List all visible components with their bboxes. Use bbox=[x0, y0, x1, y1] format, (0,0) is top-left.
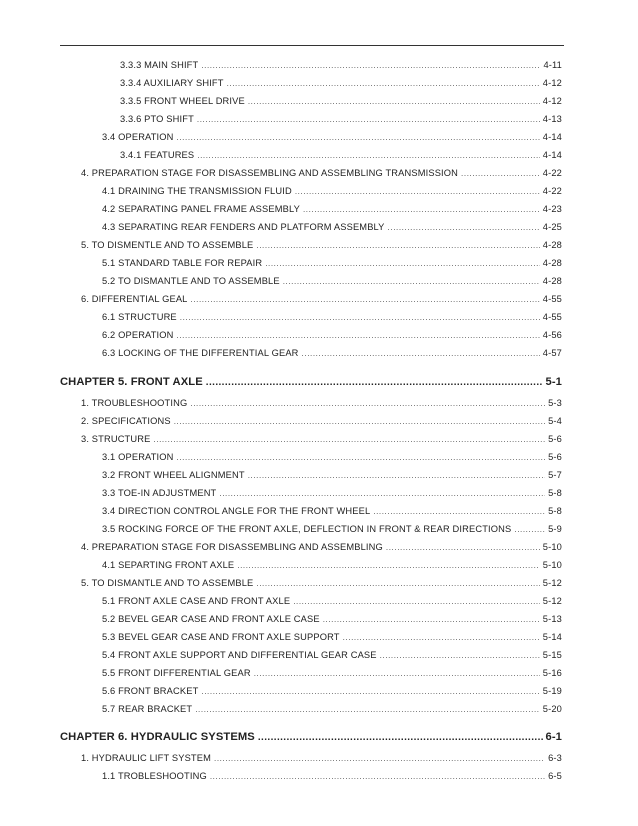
dot-leader bbox=[237, 561, 540, 570]
dot-leader bbox=[323, 615, 540, 624]
toc-entry-page: 5-14 bbox=[542, 632, 562, 642]
toc-entry-page: 4-28 bbox=[542, 240, 562, 250]
toc-entry-title: 1. HYDRAULIC LIFT SYSTEM bbox=[81, 753, 211, 763]
toc-entry-title: 5.1 FRONT AXLE CASE AND FRONT AXLE bbox=[102, 596, 291, 606]
toc-entry-page: 5-12 bbox=[542, 578, 562, 588]
toc-entry-page: 5-19 bbox=[542, 686, 562, 696]
dot-leader bbox=[256, 579, 539, 588]
toc-entry[interactable] bbox=[102, 330, 562, 340]
toc-entry[interactable] bbox=[81, 240, 562, 250]
chapter-title: CHAPTER 6. HYDRAULIC SYSTEMS bbox=[60, 731, 255, 743]
toc-entry[interactable] bbox=[120, 78, 562, 88]
toc-entry-page: 4-11 bbox=[543, 60, 562, 70]
toc-entry[interactable] bbox=[102, 614, 562, 624]
chapter-title: CHAPTER 5. FRONT AXLE bbox=[60, 376, 203, 388]
toc-entry-page: 4-13 bbox=[542, 114, 562, 124]
toc-entry-title: 5.4 FRONT AXLE SUPPORT AND DIFFERENTIAL GEAR CASE bbox=[102, 650, 377, 660]
toc-entry[interactable] bbox=[81, 168, 562, 178]
toc-entry-page: 5-8 bbox=[548, 488, 562, 498]
dot-leader bbox=[386, 543, 540, 552]
toc-entry-page: 4-12 bbox=[542, 96, 562, 106]
toc-entry-title: 4.2 SEPARATING PANEL FRAME ASSEMBLY bbox=[102, 204, 300, 214]
toc-entry[interactable] bbox=[102, 222, 562, 232]
toc-entry[interactable] bbox=[81, 416, 562, 426]
toc-entry-title: 5.3 BEVEL GEAR CASE AND FRONT AXLE SUPPORT bbox=[102, 632, 340, 642]
toc-entry-title: 3.3 TOE-IN ADJUSTMENT bbox=[102, 488, 217, 498]
toc-entry-title: 5.2 TO DISMANTLE AND TO ASSEMBLE bbox=[102, 276, 280, 286]
dot-leader bbox=[219, 489, 545, 498]
dot-leader bbox=[373, 507, 545, 516]
dot-leader bbox=[195, 705, 540, 714]
toc-entry[interactable] bbox=[102, 771, 562, 781]
toc-entry[interactable] bbox=[120, 60, 562, 70]
toc-entry-page: 5-15 bbox=[542, 650, 562, 660]
dot-leader bbox=[461, 169, 540, 178]
toc-entry-title: 3.2 FRONT WHEEL ALIGNMENT bbox=[102, 470, 245, 480]
toc-entry-page: 6-5 bbox=[548, 771, 562, 781]
dot-leader bbox=[210, 772, 545, 781]
dot-leader bbox=[343, 633, 540, 642]
dot-leader bbox=[248, 97, 540, 106]
dot-leader bbox=[153, 435, 545, 444]
toc-entry[interactable] bbox=[102, 204, 562, 214]
toc-entry[interactable] bbox=[81, 434, 562, 444]
toc-entry[interactable] bbox=[102, 632, 562, 642]
toc-entry[interactable] bbox=[102, 668, 562, 678]
toc-entry-page: 4-12 bbox=[542, 78, 562, 88]
dot-leader bbox=[514, 525, 545, 534]
toc-entry-title: 3. STRUCTURE bbox=[81, 434, 151, 444]
toc-entry-page: 5-20 bbox=[542, 704, 562, 714]
toc-entry-page: 4-55 bbox=[542, 294, 562, 304]
dot-leader bbox=[303, 205, 540, 214]
toc-entry-title: 1.1 TROBLESHOOTING bbox=[102, 771, 207, 781]
dot-leader bbox=[190, 399, 545, 408]
dot-leader bbox=[388, 223, 540, 232]
dot-leader bbox=[380, 651, 540, 660]
dot-leader bbox=[256, 241, 539, 250]
dot-leader bbox=[197, 115, 540, 124]
toc-entry-page: 4-22 bbox=[542, 186, 562, 196]
toc-entry[interactable] bbox=[102, 686, 562, 696]
dot-leader bbox=[191, 295, 540, 304]
toc-entry[interactable] bbox=[102, 560, 562, 570]
toc-entry[interactable] bbox=[102, 452, 562, 462]
toc-entry-title: 3.4.1 FEATURES bbox=[120, 150, 195, 160]
toc-entry-page: 4-56 bbox=[542, 330, 562, 340]
toc-entry[interactable] bbox=[102, 650, 562, 660]
toc-entry-title: 5.1 STANDARD TABLE FOR REPAIR bbox=[102, 258, 263, 268]
dot-leader bbox=[201, 61, 540, 70]
toc-entry-title: 3.5 ROCKING FORCE OF THE FRONT AXLE, DEFLECTION IN FRONT & REAR DIRECTIONS bbox=[102, 524, 512, 534]
toc-entry[interactable] bbox=[81, 398, 562, 408]
dot-leader bbox=[302, 349, 540, 358]
toc-entry[interactable] bbox=[81, 542, 562, 552]
toc-entry-title: 3.1 OPERATION bbox=[102, 452, 174, 462]
toc-entry-page: 4-25 bbox=[542, 222, 562, 232]
dot-leader bbox=[201, 687, 539, 696]
dot-leader bbox=[248, 471, 545, 480]
toc-entry-title: 6.3 LOCKING OF THE DIFFERENTIAL GEAR bbox=[102, 348, 299, 358]
toc-entry-title: 5. TO DISMANTLE AND TO ASSEMBLE bbox=[81, 578, 254, 588]
toc-entry[interactable] bbox=[120, 114, 562, 124]
toc-entry-page: 4-14 bbox=[542, 132, 562, 142]
dot-leader bbox=[180, 313, 540, 322]
toc-entry-page: 4-14 bbox=[542, 150, 562, 160]
toc-entry-page: 5-3 bbox=[548, 398, 562, 408]
toc-entry[interactable] bbox=[102, 596, 562, 606]
dot-leader bbox=[206, 377, 543, 388]
toc-entry-title: 5.2 BEVEL GEAR CASE AND FRONT AXLE CASE bbox=[102, 614, 320, 624]
toc-entry-title: 3.4 DIRECTION CONTROL ANGLE FOR THE FRONT WHEEL bbox=[102, 506, 371, 516]
toc-entry[interactable] bbox=[102, 506, 562, 516]
toc-entry-page: 5-6 bbox=[548, 452, 562, 462]
toc-entry[interactable] bbox=[102, 312, 562, 322]
toc-entry-page: 4-28 bbox=[542, 276, 562, 286]
toc-entry-title: 3.4 OPERATION bbox=[102, 132, 174, 142]
toc-entry-title: 3.3.5 FRONT WHEEL DRIVE bbox=[120, 96, 245, 106]
toc-entry-page: 5-13 bbox=[542, 614, 562, 624]
toc-entry[interactable] bbox=[102, 258, 562, 268]
toc-entry-page: 4-57 bbox=[542, 348, 562, 358]
toc-entry-page: 5-10 bbox=[542, 560, 562, 570]
toc-entry[interactable] bbox=[120, 150, 562, 160]
toc-entry-page: 4-22 bbox=[542, 168, 562, 178]
dot-leader bbox=[174, 417, 545, 426]
dot-leader bbox=[295, 187, 540, 196]
dot-leader bbox=[177, 453, 546, 462]
toc-entry-title: 4. PREPARATION STAGE FOR DISASSEMBLING AND ASSEMBLING bbox=[81, 542, 383, 552]
dot-leader bbox=[254, 669, 540, 678]
toc-entry-page: 6-3 bbox=[548, 753, 562, 763]
toc-entry-page: 5-8 bbox=[548, 506, 562, 516]
toc-entry-page: 5-16 bbox=[542, 668, 562, 678]
toc-entry[interactable] bbox=[102, 348, 562, 358]
toc-entry[interactable] bbox=[102, 704, 562, 714]
toc-entry-page: 5-4 bbox=[548, 416, 562, 426]
toc-entry-title: 6.2 OPERATION bbox=[102, 330, 174, 340]
toc-entry[interactable] bbox=[81, 753, 562, 763]
toc-entry-title: 4.3 SEPARATING REAR FENDERS AND PLATFORM ASSEMBLY bbox=[102, 222, 385, 232]
toc-entry-title: 6.1 STRUCTURE bbox=[102, 312, 177, 322]
toc-entry-title: 4.1 SEPARTING FRONT AXLE bbox=[102, 560, 235, 570]
toc-entry[interactable] bbox=[81, 294, 562, 304]
toc-entry[interactable] bbox=[102, 488, 562, 498]
toc-entry-title: 3.3.3 MAIN SHIFT bbox=[120, 60, 199, 70]
toc-entry[interactable] bbox=[102, 132, 562, 142]
chapter-page: 5-1 bbox=[545, 376, 562, 388]
toc-entry-title: 4. PREPARATION STAGE FOR DISASSEMBLING AND ASSEMBLING TRANSMISSION bbox=[81, 168, 459, 178]
toc-entry-page: 5-7 bbox=[548, 470, 562, 480]
toc-entry-title: 5.7 REAR BRACKET bbox=[102, 704, 193, 714]
toc-entry[interactable] bbox=[102, 470, 562, 480]
dot-leader bbox=[265, 259, 540, 268]
toc-entry[interactable] bbox=[102, 524, 562, 534]
dot-leader bbox=[227, 79, 540, 88]
dot-leader bbox=[283, 277, 540, 286]
toc-entry-page: 4-28 bbox=[542, 258, 562, 268]
toc-entry-page: 4-23 bbox=[542, 204, 562, 214]
toc-entry-title: 5. TO DISMENTLE AND TO ASSEMBLE bbox=[81, 240, 254, 250]
toc-entry-page: 4-55 bbox=[542, 312, 562, 322]
chapter-heading[interactable] bbox=[60, 731, 562, 743]
toc-entry-page: 5-10 bbox=[542, 542, 562, 552]
toc-entry-page: 5-6 bbox=[548, 434, 562, 444]
dot-leader bbox=[197, 151, 540, 160]
toc-entry-title: 1. TROUBLESHOOTING bbox=[81, 398, 188, 408]
toc-entry-title: 2. SPECIFICATIONS bbox=[81, 416, 171, 426]
toc-entry-title: 5.6 FRONT BRACKET bbox=[102, 686, 199, 696]
dot-leader bbox=[293, 597, 540, 606]
toc-entry[interactable] bbox=[120, 96, 562, 106]
chapter-heading[interactable] bbox=[60, 376, 562, 388]
toc-entry[interactable] bbox=[102, 276, 562, 286]
chapter-page: 6-1 bbox=[545, 731, 562, 743]
toc-entry-title: 5.5 FRONT DIFFERENTIAL GEAR bbox=[102, 668, 251, 678]
toc-entry-page: 5-12 bbox=[542, 596, 562, 606]
toc-entry-title: 4.1 DRAINING THE TRANSMISSION FLUID bbox=[102, 186, 292, 196]
dot-leader bbox=[177, 331, 540, 340]
dot-leader bbox=[258, 732, 543, 743]
toc-entry-title: 3.3.6 PTO SHIFT bbox=[120, 114, 194, 124]
toc-entry-title: 6. DIFFERENTIAL GEAL bbox=[81, 294, 188, 304]
toc-entry[interactable] bbox=[81, 578, 562, 588]
dot-leader bbox=[214, 754, 545, 763]
dot-leader bbox=[177, 133, 540, 142]
toc-entry[interactable] bbox=[102, 186, 562, 196]
toc-entry-page: 5-9 bbox=[548, 524, 562, 534]
toc-entry-title: 3.3.4 AUXILIARY SHIFT bbox=[120, 78, 224, 88]
